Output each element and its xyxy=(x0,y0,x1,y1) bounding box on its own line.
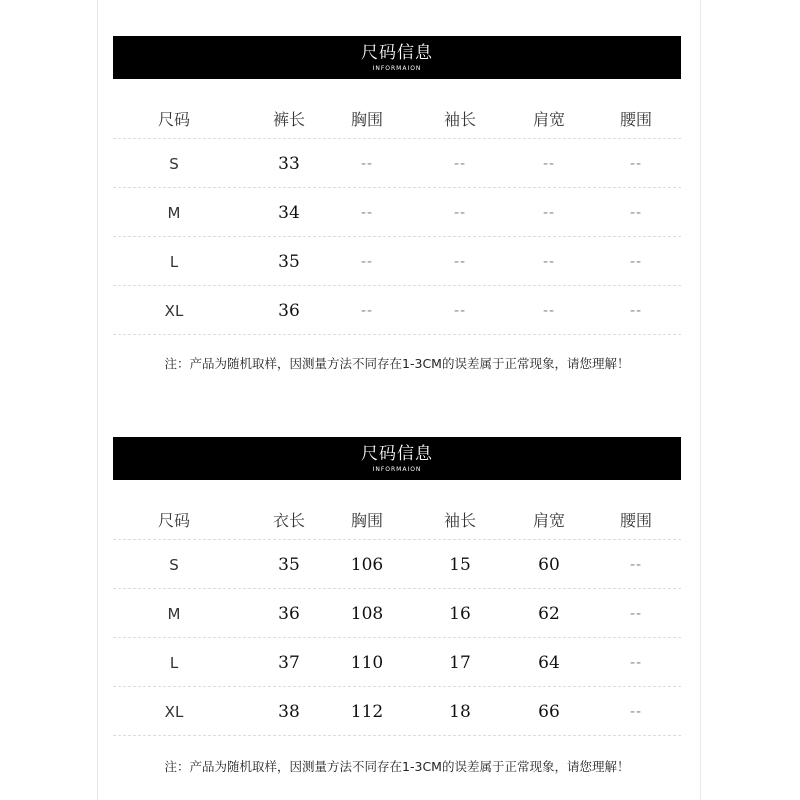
value-cell: -- xyxy=(360,205,374,221)
header-cell: 胸围 xyxy=(350,110,383,129)
value-cell: -- xyxy=(360,254,374,270)
size-cell: L xyxy=(169,654,179,672)
value-cell: 64 xyxy=(538,653,560,673)
value-cell: 110 xyxy=(350,653,384,673)
table-header-row xyxy=(113,480,681,540)
value-cell: -- xyxy=(542,254,556,270)
header-cell: 腰围 xyxy=(619,110,652,129)
value-cell: 34 xyxy=(278,203,300,223)
header-cell: 胸围 xyxy=(350,511,383,530)
section-banner xyxy=(113,36,681,79)
value-cell: 35 xyxy=(278,555,300,575)
size-cell: S xyxy=(169,155,179,173)
value-cell: 106 xyxy=(350,555,384,575)
right-border-line xyxy=(700,0,701,800)
value-cell: 112 xyxy=(350,702,384,722)
value-cell: 16 xyxy=(449,604,471,624)
table-row xyxy=(113,286,681,335)
size-table-pants xyxy=(113,36,681,371)
size-cell: S xyxy=(169,556,179,574)
value-cell: 36 xyxy=(278,604,300,624)
value-cell: -- xyxy=(360,303,374,319)
value-cell: 108 xyxy=(350,604,384,624)
value-cell: 62 xyxy=(538,604,560,624)
table-row xyxy=(113,638,681,687)
value-cell: 18 xyxy=(449,702,471,722)
value-cell: -- xyxy=(542,303,556,319)
header-cell: 袖长 xyxy=(443,511,476,530)
header-cell: 衣长 xyxy=(272,511,305,530)
header-cell: 肩宽 xyxy=(532,110,565,129)
banner-subtitle: INFORMAION xyxy=(372,465,422,473)
measurement-note: 注：产品为随机取样，因测量方法不同存在1-3CM的误差属于正常现象，请您理解！ xyxy=(164,356,630,371)
value-cell: 66 xyxy=(538,702,560,722)
section-banner xyxy=(113,437,681,480)
header-cell: 裤长 xyxy=(272,110,305,129)
measurement-note: 注：产品为随机取样，因测量方法不同存在1-3CM的误差属于正常现象，请您理解！ xyxy=(164,759,630,774)
size-cell: XL xyxy=(164,302,184,320)
table-row xyxy=(113,139,681,188)
header-cell: 尺码 xyxy=(157,110,190,129)
value-cell: -- xyxy=(542,205,556,221)
size-cell: XL xyxy=(164,703,184,721)
value-cell: 60 xyxy=(538,555,560,575)
value-cell: 38 xyxy=(278,702,300,722)
value-cell: -- xyxy=(542,156,556,172)
value-cell: -- xyxy=(629,655,643,671)
value-cell: -- xyxy=(360,156,374,172)
value-cell: -- xyxy=(629,303,643,319)
value-cell: 33 xyxy=(278,154,300,174)
size-cell: L xyxy=(169,253,179,271)
value-cell: -- xyxy=(629,205,643,221)
table-row xyxy=(113,237,681,286)
value-cell: -- xyxy=(453,156,467,172)
size-table-top xyxy=(113,437,681,774)
table-row xyxy=(113,687,681,736)
value-cell: -- xyxy=(453,254,467,270)
size-cell: M xyxy=(167,204,181,222)
value-cell: 35 xyxy=(278,252,300,272)
left-border-line xyxy=(97,0,98,800)
table-header-row xyxy=(113,79,681,139)
value-cell: 36 xyxy=(278,301,300,321)
value-cell: 15 xyxy=(449,555,471,575)
value-cell: 17 xyxy=(449,653,471,673)
table-row xyxy=(113,188,681,237)
header-cell: 肩宽 xyxy=(532,511,565,530)
value-cell: -- xyxy=(453,303,467,319)
header-cell: 尺码 xyxy=(157,511,190,530)
value-cell: -- xyxy=(629,557,643,573)
value-cell: -- xyxy=(629,704,643,720)
value-cell: -- xyxy=(629,606,643,622)
value-cell: -- xyxy=(629,254,643,270)
banner-subtitle: INFORMAION xyxy=(372,64,422,72)
table-row xyxy=(113,540,681,589)
banner-title: 尺码信息 xyxy=(361,42,433,63)
table-row xyxy=(113,589,681,638)
value-cell: 37 xyxy=(278,653,300,673)
value-cell: -- xyxy=(629,156,643,172)
size-cell: M xyxy=(167,605,181,623)
value-cell: -- xyxy=(453,205,467,221)
banner-title: 尺码信息 xyxy=(361,443,433,464)
header-cell: 腰围 xyxy=(619,511,652,530)
header-cell: 袖长 xyxy=(443,110,476,129)
